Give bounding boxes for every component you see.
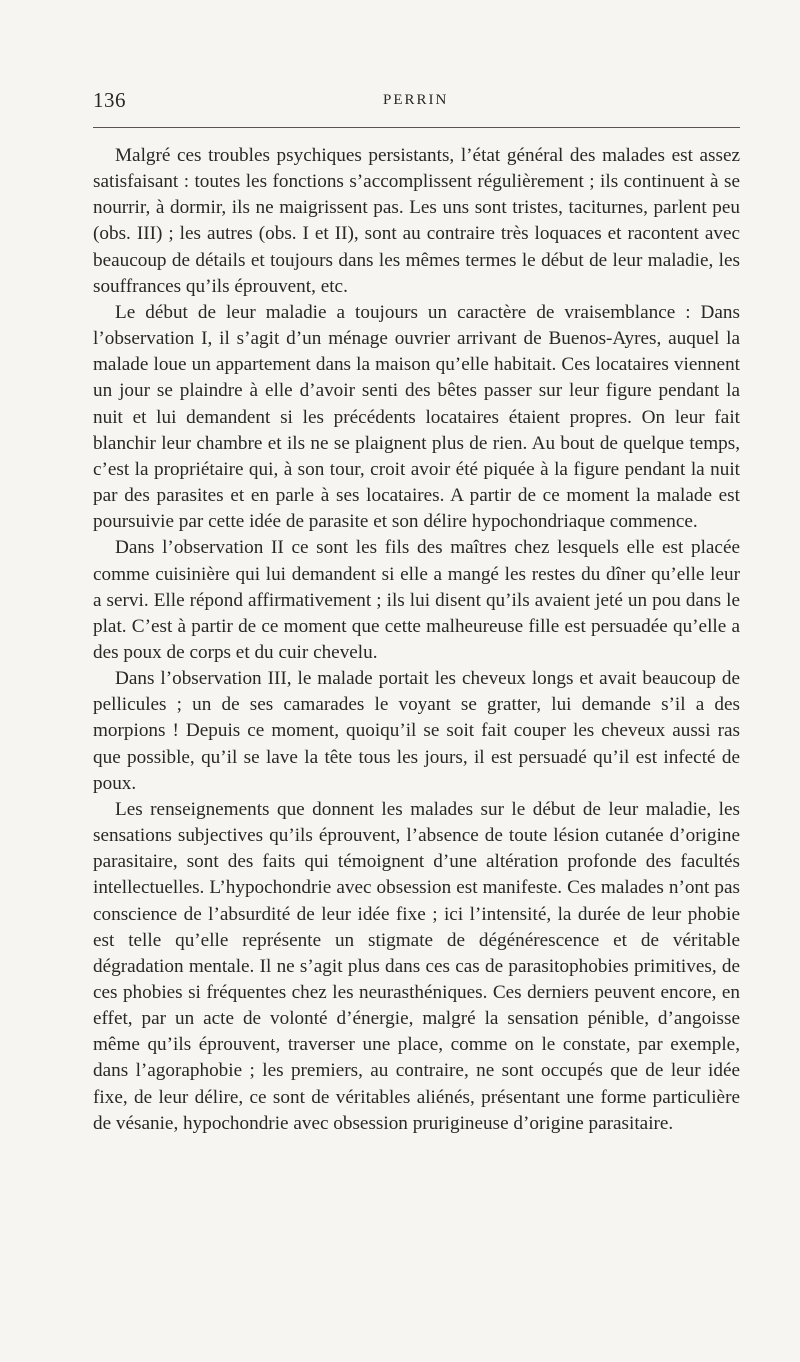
running-head: PERRIN	[383, 92, 449, 108]
body-text	[93, 143, 740, 1137]
page-number: 136	[93, 88, 126, 112]
paragraph: Les renseignements que donnent les malades sur le début de leur maladie, les sensations subjectives qu’ils éprouvent, l’absence de toute lésion cutanée d’origine parasitaire, sont des faits qui témoignent d’une altération profonde des facultés intellectuelles. L’hypochondrie avec obsession est manifeste. Ces malades n’ont pas conscience de l’absurdité de leur idée fixe ; ici l’intensité, la durée de leur phobie est telle qu’elle représente un stigmate de dégénérescence et de véritable dégradation mentale. Il ne s’agit plus dans ces cas de parasitophobies primitives, de ces phobies si fréquentes chez les neurasthéniques. Ces derniers peuvent encore, en effet, par un acte de volonté d’énergie, malgré la sensation pénible, d’angoisse même qu’ils éprouvent, traverser une place, comme on le constate, par exemple, dans l’agoraphobie ; les premiers, au contraire, ne sont occupés que de leur idée fixe, de leur délire, ce sont de véritables aliénés, présentant une forme particulière de vésanie, hypochondrie avec obsession prurigineuse d’origine parasitaire.	[93, 798, 740, 1134]
page-header	[93, 88, 740, 116]
paragraph: Dans l’observation III, le malade portait les cheveux longs et avait beaucoup de pellicules ; un de ses camarades le voyant se gratter, lui demande s’il a des morpions ! Depuis ce moment, quoiqu’il se soit fait couper les cheveux aussi ras que possible, qu’il se lave la tête tous les jours, il est persuadé qu’il est infecté de poux.	[93, 668, 740, 794]
paragraph: Le début de leur maladie a toujours un caractère de vraisemblance : Dans l’observation I, il s’agit d’un ménage ouvrier arrivant de Buenos-Ayres, auquel la malade loue un appartement dans la maison qu’elle habitait. Ces locataires viennent un jour se plaindre à elle d’avoir senti des bêtes passer sur leur figure pendant la nuit et lui demandent si les précédents locataires étaient propres. On leur fait blanchir leur chambre et ils ne se plaignent plus de rien. Au bout de quelque temps, c’est la propriétaire qui, à son tour, croit avoir été piquée à la figure pendant la nuit par des parasites et en parle à ses locataires. A partir de ce moment la malade est poursuivie par cette idée de parasite et son délire hypochondriaque commence.	[93, 301, 740, 533]
header-rule	[93, 127, 740, 128]
paragraph: Dans l’observation II ce sont les fils des maîtres chez lesquels elle est placée comme cuisinière qui lui demandent si elle a mangé les restes du dîner qu’elle leur a servi. Elle répond affirmativement ; ils lui disent qu’ils avaient jeté un pou dans le plat. C’est à partir de ce moment que cette malheureuse fille est persuadée qu’elle a des poux de corps et du cuir chevelu.	[93, 537, 740, 663]
paragraph: Malgré ces troubles psychiques persistants, l’état général des malades est assez satisfaisant : toutes les fonctions s’accomplissent régulièrement ; ils continuent à se nourrir, à dormir, ils ne maigrissent pas. Les uns sont tristes, taciturnes, parlent peu (obs. III) ; les autres (obs. I et II), sont au contraire très loquaces et racontent avec beaucoup de détails et toujours dans les mêmes termes le début de leur maladie, les souffrances qu’ils éprouvent, etc.	[93, 145, 740, 297]
